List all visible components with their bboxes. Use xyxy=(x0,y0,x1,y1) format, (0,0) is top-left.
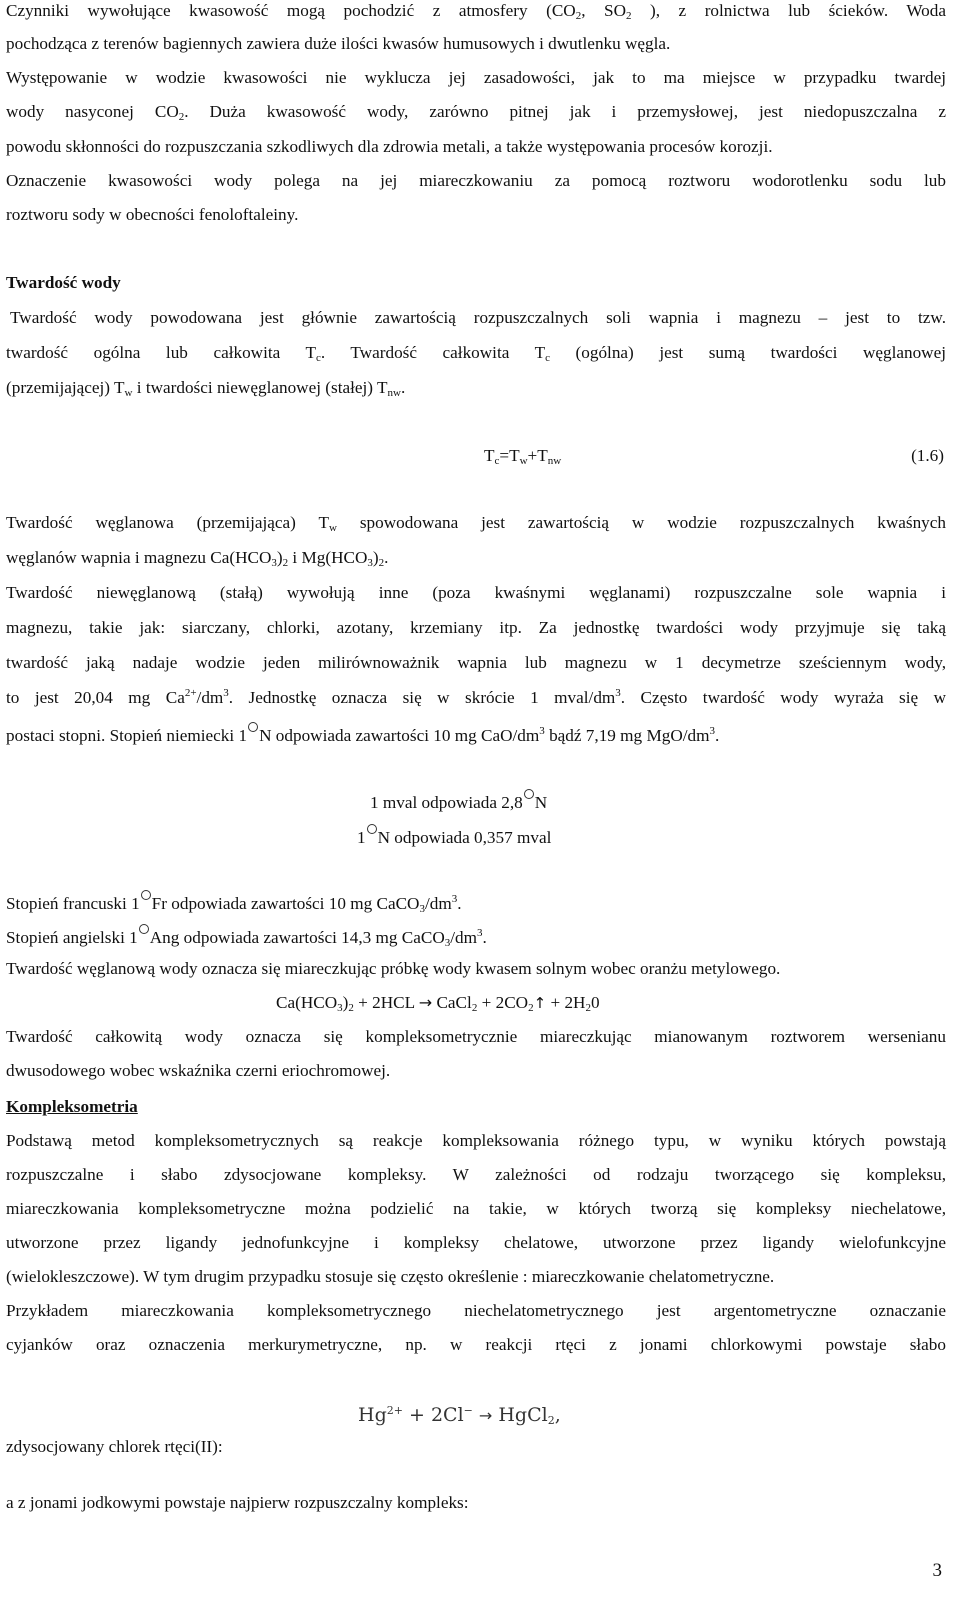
mercury-chloride-formula: $Hg^{2+} + 2Cl^-$ → HgCl$_2$, xyxy=(358,1404,561,1427)
french-degree-line: Stopień francuski 1 Fr odpowiada zawartości 10 mg $CaCO_3/dm^3$. xyxy=(6,890,946,915)
para1-line-5: powodu skłonności do rozpuszczania szkodliwych dla zdrowia metali, a także występowania procesów korozji. xyxy=(6,137,773,156)
titration-line: Twardość węglanową wody oznacza się miareczkując próbkę wody kwasem solnym wobec oranżu metylowego. xyxy=(6,959,781,978)
total-hardness-line-1: Twardość całkowitą wody oznacza się kompleksometrycznie miareczkując mianowanym roztworem wersenianu xyxy=(6,1027,946,1046)
page-number: 3 xyxy=(932,1560,942,1581)
carbonate-line-2: węglanów wapnia i magnezu $Ca(HCO_3)_2$ i $Mg(HCO_3)_2$. xyxy=(6,548,389,569)
noncarbonate-line-1: Twardość niewęglanową (stałą) wywołują inne (poza kwaśnymi węglanami) rozpuszczalne sole wapnia i xyxy=(6,583,946,602)
degree-symbol xyxy=(367,824,377,834)
degree-symbol xyxy=(139,924,149,934)
degree-symbol xyxy=(524,789,534,799)
carbonate-line-1: Twardość węglanowa (przemijająca) $T_w$ spowodowana jest zawartością w wodzie rozpuszczalnych kwaśnych xyxy=(6,513,946,534)
noncarbonate-line-3: twardość jaką nadaje wodzie jeden milirównoważnik wapnia lub magnezu w 1 decymetrze sześciennym wody, xyxy=(6,653,946,672)
para1-line-6: Oznaczenie kwasowości wody polega na jej miareczkowaniu za pomocą roztworu wodorotlenku sodu lub xyxy=(6,171,946,190)
para1-line-2: pochodząca z terenów bagiennych zawiera duże ilości kwasów humusowych i dwutlenku węgla. xyxy=(6,34,671,53)
noncarbonate-line-5: postaci stopni. Stopień niemiecki 1 N odpowiada zawartości 10 mg CaO/$dm^3$ bądź 7,19 mg MgO/$dm^3$. xyxy=(6,722,946,747)
complexometry-heading: Kompleksometria xyxy=(6,1097,138,1116)
complexometry-line-7: cyjanków oraz oznaczenia merkurymetryczne, np. w reakcji rtęci z jonami chlorkowymi powstaje słabo xyxy=(6,1335,946,1354)
para1-line-7: roztworu sody w obecności fenoloftaleiny. xyxy=(6,205,299,224)
hardness-line-1: Twardość wody powodowana jest głównie zawartością rozpuszczalnych soli wapnia i magnezu – jest to tzw. xyxy=(10,308,946,327)
complexometry-line-1: Podstawą metod kompleksometrycznych są reakcje kompleksowania różnego typu, w wyniku których powstają xyxy=(6,1131,946,1150)
reaction-equation: $Ca(HCO_3)_2 + 2HCL$ → CaCl$_2$ + $2CO_2↑ + 2H_20$ xyxy=(276,993,600,1014)
equivalence-line-1: 1 mval odpowiada 2,8 N xyxy=(370,789,547,814)
complexometry-line-9: a z jonami jodkowymi powstaje najpierw rozpuszczalny kompleks: xyxy=(6,1493,469,1512)
reaction-arrow-icon: → xyxy=(478,1406,493,1425)
english-degree-line: Stopień angielski 1 Ang odpowiada zawartości 14,3 mg $CaCO_3/dm^3$. xyxy=(6,924,946,949)
hardness-heading: Twardość wody xyxy=(6,273,121,292)
total-hardness-line-2: dwusodowego wobec wskaźnika czerni eriochromowej. xyxy=(6,1061,391,1080)
para1-line-4: wody nasyconej $CO_2$. Duża kwasowość wody, zarówno pitnej jak i przemysłowej, jest niedopuszczalna z xyxy=(6,102,947,123)
complexometry-line-5: (wielokleszczowe). W tym drugim przypadku stosuje się często określenie : miareczkowanie chelatometryczne. xyxy=(6,1267,775,1286)
complexometry-line-2: rozpuszczalne i słabo zdysocjowane kompleksy. W zależności od rodzaju tworzącego się kompleksu, xyxy=(6,1165,946,1184)
equation-number: (1.6) xyxy=(911,446,944,465)
reaction-arrow-icon: → xyxy=(418,993,433,1012)
para1-line-3: Występowanie w wodzie kwasowości nie wyklucza jej zasadowości, jak to ma miejsce w przypadku twardej xyxy=(6,68,946,87)
hardness-equation: $T_c=T_w+T_{nw}$ xyxy=(484,446,562,467)
complexometry-line-3: miareczkowania kompleksometryczne można podzielić na takie, w których tworzą się kompleksy niechelatowe, xyxy=(6,1199,946,1218)
hardness-line-2: twardość ogólna lub całkowita $T_c$. Twardość całkowita $T_c$ (ogólna) jest sumą twardości węglanowej xyxy=(6,343,946,364)
noncarbonate-line-4: to jest 20,04 mg $Ca^{2+}/dm^3$. Jednostkę oznacza się w skrócie 1 mval/$dm^3$. Często twardość wody wyraża się w xyxy=(6,687,947,707)
degree-symbol xyxy=(248,722,258,732)
equivalence-line-2: 1 N odpowiada 0,357 mval xyxy=(357,824,551,849)
noncarbonate-line-2: magnezu, takie jak: siarczany, chlorki, azotany, krzemiany itp. Za jednostkę twardości wody przyjmuje się taką xyxy=(6,618,946,637)
complexometry-line-8: zdysocjowany chlorek rtęci(II): xyxy=(6,1437,223,1456)
degree-symbol xyxy=(141,890,151,900)
gas-arrow-icon: ↑ xyxy=(533,994,547,1012)
complexometry-line-6: Przykładem miareczkowania kompleksometrycznego niechelatometrycznego jest argentometryczne oznaczanie xyxy=(6,1301,946,1320)
complexometry-line-4: utworzone przez ligandy jednofunkcyjne i kompleksy chelatowe, utworzone przez ligandy wielofunkcyjne xyxy=(6,1233,946,1252)
para1-line-1: Czynniki wywołujące kwasowość mogą pochodzić z atmosfery ($CO_2$, $SO_2$ ), z rolnictwa lub ścieków. Woda xyxy=(6,1,946,22)
hardness-line-3: (przemijającej) $T_w$ i twardości niewęglanowej (stałej) $T_{nw}$. xyxy=(6,378,406,399)
